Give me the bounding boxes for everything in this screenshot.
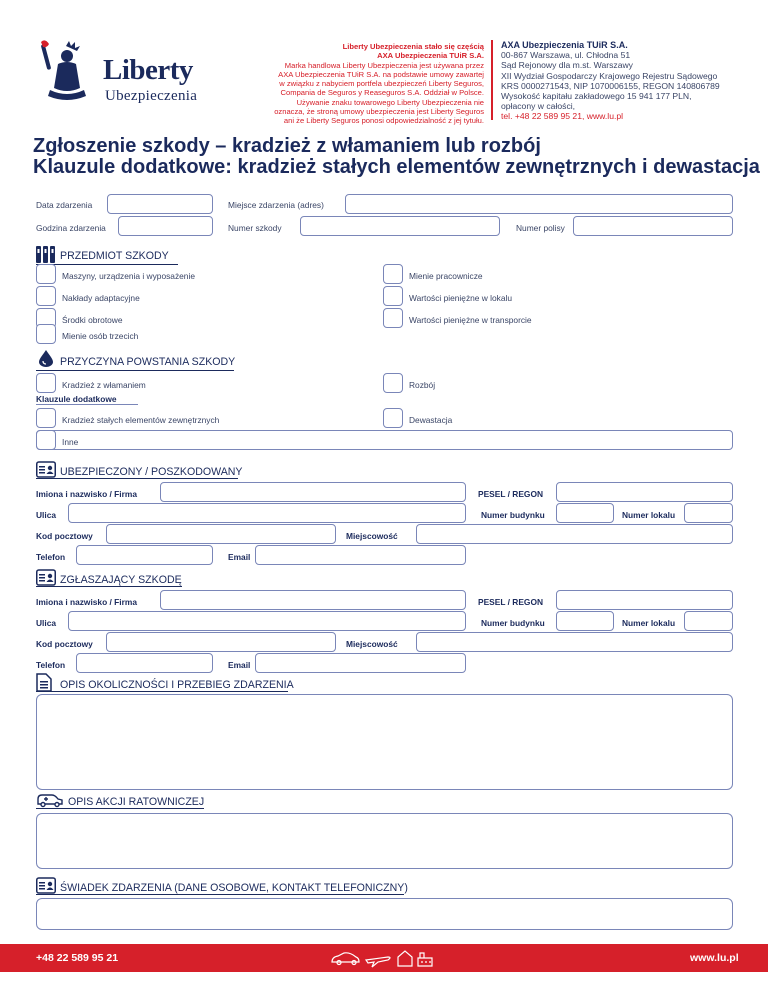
option-wartosci-lokal: Wartości pieniężne w lokalu xyxy=(409,293,513,303)
footer-phone[interactable]: +48 22 589 95 21 xyxy=(36,952,119,964)
zglaszajacy-telefon-field[interactable] xyxy=(76,653,213,673)
opis-zdarzenia-field[interactable] xyxy=(36,694,733,790)
label-ulica: Ulica xyxy=(36,510,57,520)
label-miejscowosc: Miejscowość xyxy=(346,531,398,541)
section-title-opis: OPIS OKOLICZNOŚCI I PRZEBIEG ZDARZENIA xyxy=(60,679,294,691)
section-title-ubezpieczony: UBEZPIECZONY / POSZKODOWANY xyxy=(60,466,243,478)
id-card-icon xyxy=(36,877,56,894)
label-pesel: PESEL / REGON xyxy=(478,489,544,499)
option-maszyny: Maszyny, urządzenia i wyposażenie xyxy=(62,271,195,281)
swiadek-field[interactable] xyxy=(36,898,733,930)
section-title-przyczyna: PRZYCZYNA POWSTANIA SZKODY xyxy=(60,356,236,368)
form-title: Zgłoszenie szkody – kradzież z włamaniem lub rozbój xyxy=(33,135,541,157)
label-data-zdarzenia: Data zdarzenia xyxy=(36,200,93,210)
zglaszajacy-kod-field[interactable] xyxy=(106,632,336,652)
company-line: opłacony w całości, xyxy=(501,101,576,112)
notice-line: Compania de Seguros y Reaseguros S.A. Oddział w Polsce. xyxy=(280,88,484,98)
zglaszajacy-miejscowosc-field[interactable] xyxy=(416,632,733,652)
checkbox-dewastacja[interactable] xyxy=(383,408,403,428)
plane-icon xyxy=(366,957,390,967)
label-numer-szkody: Numer szkody xyxy=(228,223,282,233)
document-icon xyxy=(36,673,52,692)
label-email: Email xyxy=(228,660,251,670)
klauzule-underline xyxy=(36,404,138,405)
id-card-icon xyxy=(36,569,56,586)
ubezpieczony-email-field[interactable] xyxy=(255,545,466,565)
company-line: KRS 0000271543, NIP 1070006155, REGON 140806789 xyxy=(501,80,720,91)
label-imie: Imiona i nazwisko / Firma xyxy=(36,597,137,607)
option-mienie-osob-trzecich: Mienie osób trzecich xyxy=(62,331,139,341)
numer-szkody-field[interactable] xyxy=(300,216,500,236)
company-info xyxy=(501,40,741,122)
company-line: Wysokość kapitału zakładowego 15 941 177 PLN, xyxy=(501,91,692,102)
shop-icon xyxy=(418,953,432,966)
id-card-icon xyxy=(36,461,56,478)
label-godzina-zdarzenia: Godzina zdarzenia xyxy=(36,223,106,233)
checkbox-mienie-pracownicze[interactable] xyxy=(383,264,403,284)
numer-polisy-field[interactable] xyxy=(573,216,733,236)
inne-field[interactable] xyxy=(36,430,733,450)
notice-line: ani że Liberty Seguros ponosi odpowiedzialność z jej tytułu. xyxy=(283,116,484,126)
label-email: Email xyxy=(228,552,251,562)
section-underline xyxy=(36,691,288,692)
company-contact[interactable]: tel. +48 22 589 95 21, www.lu.pl xyxy=(501,111,624,122)
notice-line: oznacza, że stroną umowy ubezpieczenia jest Liberty Seguros xyxy=(274,107,484,117)
label-numer-polisy: Numer polisy xyxy=(516,223,565,233)
house-icon xyxy=(398,951,412,966)
label-pesel: PESEL / REGON xyxy=(478,597,544,607)
logo-subtitle: Ubezpieczenia xyxy=(105,88,198,104)
company-line: 00-867 Warszawa, ul. Chłodna 51 xyxy=(501,50,631,61)
label-kod: Kod pocztowy xyxy=(36,531,93,541)
car-icon xyxy=(332,953,359,965)
company-name: AXA Ubezpieczenia TUiR S.A. xyxy=(501,40,628,50)
ubezpieczony-nr-lokalu-field[interactable] xyxy=(684,503,733,523)
footer-website[interactable]: www.lu.pl xyxy=(690,952,739,964)
zglaszajacy-nr-budynku-field[interactable] xyxy=(556,611,614,631)
section-title-akcja: OPIS AKCJI RATOWNICZEJ xyxy=(68,796,205,808)
label-imie: Imiona i nazwisko / Firma xyxy=(36,489,137,499)
option-naklady: Nakłady adaptacyjne xyxy=(62,293,140,303)
notice-line: w związku z nabyciem portfela ubezpieczeń Liberty Seguros, xyxy=(279,79,484,89)
checkbox-naklady[interactable] xyxy=(36,286,56,306)
section-underline xyxy=(36,894,404,895)
ubezpieczony-ulica-field[interactable] xyxy=(68,503,466,523)
section-underline xyxy=(36,370,234,371)
akcja-ratownicza-field[interactable] xyxy=(36,813,733,869)
ubezpieczony-kod-field[interactable] xyxy=(106,524,336,544)
checkbox-maszyny[interactable] xyxy=(36,264,56,284)
label-nr-budynku: Numer budynku xyxy=(481,618,545,628)
label-ulica: Ulica xyxy=(36,618,57,628)
option-kradziez: Kradzież z włamaniem xyxy=(62,380,146,390)
brand-notice xyxy=(252,42,484,126)
zglaszajacy-email-field[interactable] xyxy=(255,653,466,673)
option-inne: Inne xyxy=(62,437,79,447)
label-telefon: Telefon xyxy=(36,552,66,562)
option-srodki-obrotowe: Środki obrotowe xyxy=(62,315,123,325)
zglaszajacy-nr-lokalu-field[interactable] xyxy=(684,611,733,631)
section-underline xyxy=(36,586,182,587)
checkbox-rozboj[interactable] xyxy=(383,373,403,393)
godzina-zdarzenia-field[interactable] xyxy=(118,216,213,236)
label-nr-budynku: Numer budynku xyxy=(481,510,545,520)
footer-icons xyxy=(330,948,440,968)
label-telefon: Telefon xyxy=(36,660,66,670)
company-line: Sąd Rejonowy dla m.st. Warszawy xyxy=(501,60,633,71)
notice-line: Marka handlowa Liberty Ubezpieczenia jest używana przez xyxy=(284,60,484,70)
miejsce-zdarzenia-field[interactable] xyxy=(345,194,733,214)
checkbox-mienie-osob-trzecich[interactable] xyxy=(36,324,56,344)
label-kod: Kod pocztowy xyxy=(36,639,93,649)
section-title-zglaszajacy: ZGŁASZAJĄCY SZKODĘ xyxy=(60,574,182,586)
label-nr-lokalu: Numer lokalu xyxy=(622,618,676,628)
notice-bold-2: AXA Ubezpieczenia TUiR S.A. xyxy=(377,51,484,61)
label-nr-lokalu: Numer lokalu xyxy=(622,510,676,520)
checkbox-wartosci-transport[interactable] xyxy=(383,308,403,328)
option-dewastacja: Dewastacja xyxy=(409,415,453,425)
zglaszajacy-imie-field[interactable] xyxy=(160,590,466,610)
label-miejsce-zdarzenia: Miejsce zdarzenia (adres) xyxy=(228,200,324,210)
drop-icon xyxy=(36,350,56,367)
section-underline xyxy=(36,264,178,265)
ubezpieczony-miejscowosc-field[interactable] xyxy=(416,524,733,544)
option-mienie-pracownicze: Mienie pracownicze xyxy=(409,271,483,281)
ambulance-icon xyxy=(36,792,64,808)
section-underline xyxy=(36,808,204,809)
notice-bold-1: Liberty Ubezpieczenia stało się częścią xyxy=(342,42,484,51)
checkbox-kradziez[interactable] xyxy=(36,373,56,393)
ubezpieczony-pesel-field[interactable] xyxy=(556,482,733,502)
checkbox-wartosci-lokal[interactable] xyxy=(383,286,403,306)
option-wartosci-transport: Wartości pieniężne w transporcie xyxy=(409,315,532,325)
company-line: XII Wydział Gospodarczy Krajowego Rejestru Sądowego xyxy=(501,70,718,81)
option-rozboj: Rozbój xyxy=(409,380,436,390)
section-title-przedmiot: PRZEDMIOT SZKODY xyxy=(60,250,169,262)
notice-line: AXA Ubezpieczenia TUiR S.A. na podstawie umowy zawartej xyxy=(278,69,484,79)
logo-name: Liberty xyxy=(103,54,193,86)
section-title-swiadek: ŚWIADEK ZDARZENIA (DANE OSOBOWE, KONTAKT TELEFONICZNY) xyxy=(60,882,408,894)
notice-line: Używanie znaku towarowego Liberty Ubezpieczenia nie xyxy=(296,97,484,107)
ubezpieczony-imie-field[interactable] xyxy=(160,482,466,502)
ubezpieczony-nr-budynku-field[interactable] xyxy=(556,503,614,523)
section-underline xyxy=(36,478,238,479)
zglaszajacy-ulica-field[interactable] xyxy=(68,611,466,631)
form-subtitle: Klauzule dodatkowe: kradzież stałych elementów zewnętrznych i dewastacja xyxy=(33,156,760,178)
label-miejscowosc: Miejscowość xyxy=(346,639,398,649)
ubezpieczony-telefon-field[interactable] xyxy=(76,545,213,565)
binders-icon xyxy=(36,246,56,263)
zglaszajacy-pesel-field[interactable] xyxy=(556,590,733,610)
data-zdarzenia-field[interactable] xyxy=(107,194,213,214)
header-divider xyxy=(491,40,493,120)
klauzule-heading: Klauzule dodatkowe xyxy=(36,394,117,404)
option-stale-elementy: Kradzież stałych elementów zewnętrznych xyxy=(62,415,220,425)
checkbox-stale-elementy[interactable] xyxy=(36,408,56,428)
